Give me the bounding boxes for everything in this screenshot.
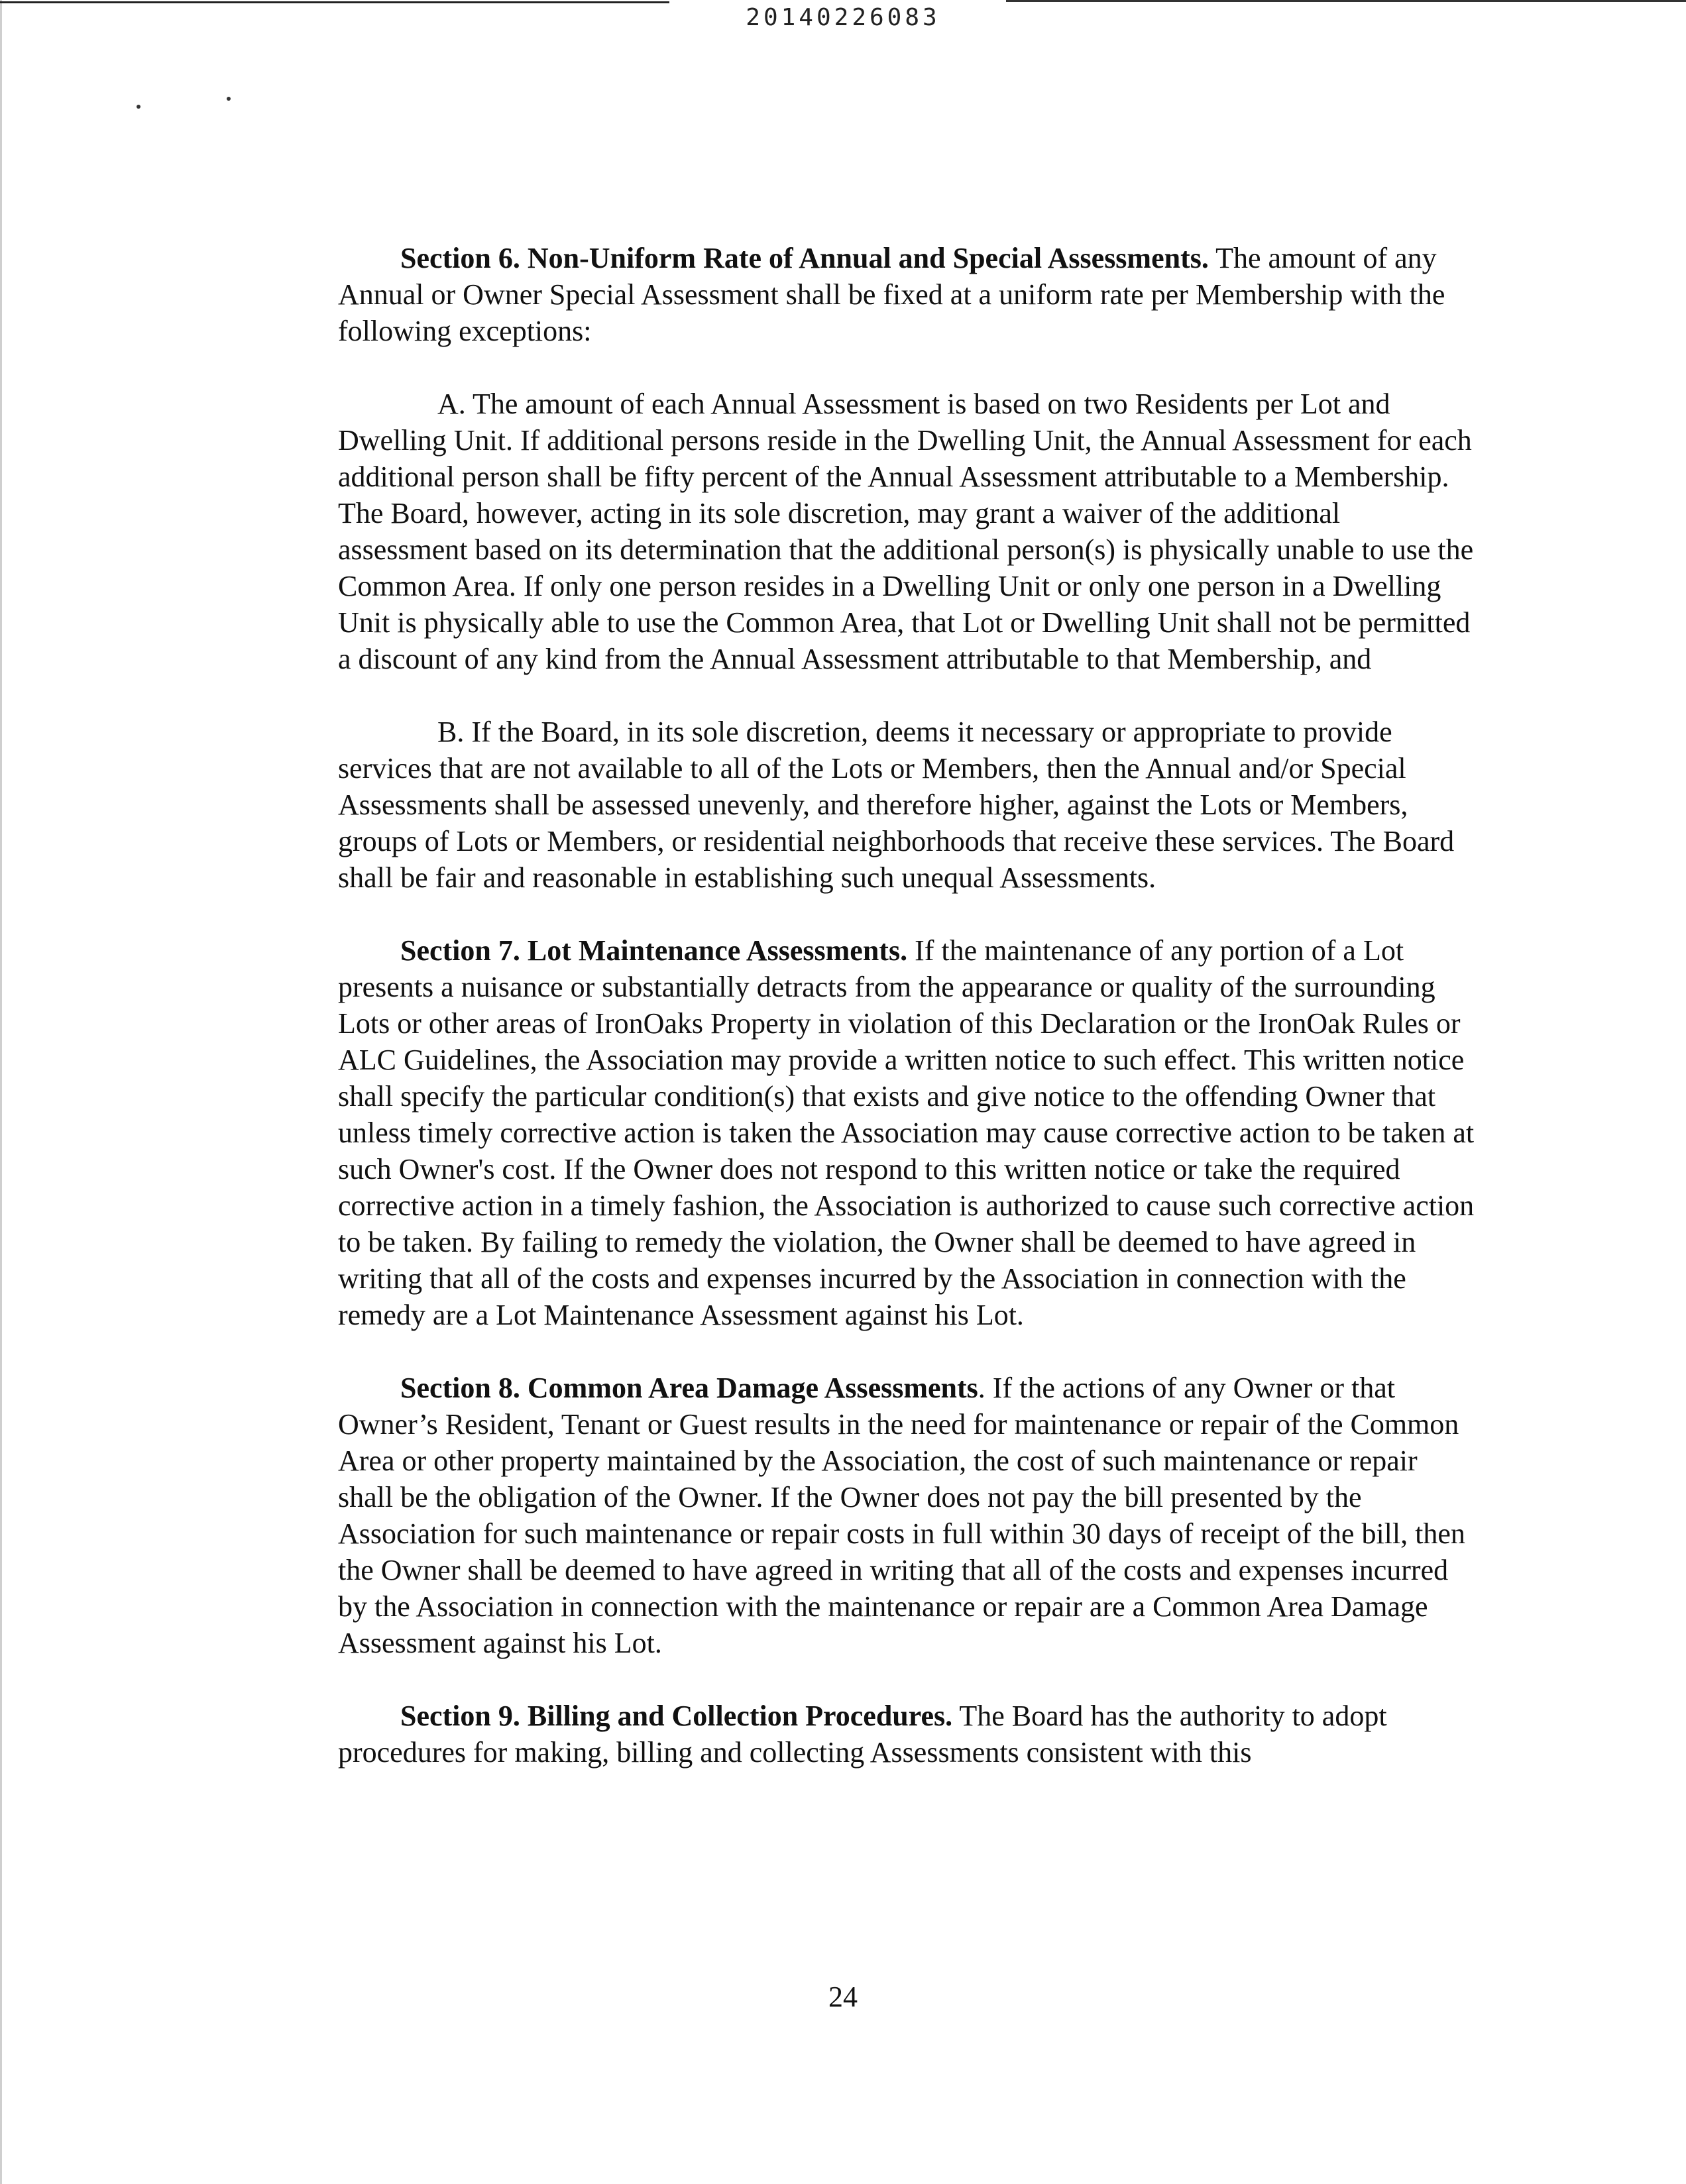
- exception-b-paragraph: [338, 714, 1477, 896]
- section-7-heading: Section 7. Lot Maintenance Assessments.: [400, 934, 908, 967]
- scan-left-edge: [0, 0, 2, 2184]
- exception-b-text: B. If the Board, in its sole discretion, deems it necessary or appropriate to provide services that are not available to all of the Lots or Members, then the Annual and/or Special Assessments shall be assessed unevenly, and therefore higher, against the Lots or Members, groups of Lots or Members, or residential neighborhoods that receive these services. The Board shall be fair and reasonable in establishing such unequal Assessments.: [338, 716, 1455, 894]
- section-6-text: The amount of any Annual or Owner Special Assessment shall be fixed at a uniform rate per Membership with the following exceptions:: [338, 242, 1445, 347]
- section-6-heading: Section 6. Non-Uniform Rate of Annual and Special Assessments.: [400, 242, 1209, 274]
- page-number: 24: [828, 1981, 858, 2013]
- top-rule-left: [0, 1, 669, 3]
- section-8-paragraph: [338, 1370, 1477, 1661]
- section-8-text: . If the actions of any Owner or that Owner’s Resident, Tenant or Guest results in the need for maintenance or repair of the Common Area or other property maintained by the Association, the cost of such maintenance or repair shall be the obligation of the Owner. If the Owner does not pay the bill presented by the Association for such maintenance or repair costs in full within 30 days of receipt of the bill, then the Owner shall be deemed to have agreed in writing that all of the costs and expenses incurred by the Association in connection with the maintenance or repair are a Common Area Damage Assessment against his Lot.: [338, 1372, 1465, 1659]
- top-rule-right: [1006, 0, 1686, 2]
- section-7-text: If the maintenance of any portion of a Lot presents a nuisance or substantially detracts from the appearance or quality of the surrounding Lots or other areas of IronOaks Property in violation of this Declaration or the IronOak Rules or ALC Guidelines, the Association may provide a written notice to such effect. This written notice shall specify the particular condition(s) that exists and give notice to the offending Owner that unless timely corrective action is taken the Association may cause corrective action to be taken at such Owner's cost. If the Owner does not respond to this written notice or take the required corrective action in a timely fashion, the Association is authorized to cause such corrective action to be taken. By failing to remedy the violation, the Owner shall be deemed to have agreed in writing that all of the costs and expenses incurred by the Association in connection with the remedy are a Lot Maintenance Assessment against his Lot.: [338, 934, 1475, 1331]
- section-9-text: The Board has the authority to adopt procedures for making, billing and collecting Assessments consistent with this: [338, 1700, 1387, 1769]
- section-9-paragraph: [338, 1698, 1477, 1771]
- scan-speck: [137, 105, 140, 109]
- section-6-paragraph: [338, 240, 1477, 349]
- recording-number: 20140226083: [746, 4, 940, 31]
- exception-a-text: A. The amount of each Annual Assessment is based on two Residents per Lot and Dwelling Unit. If additional persons reside in the Dwelling Unit, the Annual Assessment for each additional person shall be fifty percent of the Annual Assessment attributable to a Membership. The Board, however, acting in its sole discretion, may grant a waiver of the additional assessment based on its determination that the additional person(s) is physically unable to use the Common Area. If only one person resides in a Dwelling Unit or only one person in a Dwelling Unit is physically able to use the Common Area, that Lot or Dwelling Unit shall not be permitted a discount of any kind from the Annual Assessment attributable to that Membership, and: [338, 388, 1474, 675]
- section-9-heading: Section 9. Billing and Collection Procedures.: [400, 1700, 953, 1732]
- section-8-heading: Section 8. Common Area Damage Assessments: [400, 1372, 978, 1404]
- document-body: [338, 240, 1477, 1807]
- exception-a-paragraph: [338, 386, 1477, 677]
- scan-speck: [227, 97, 231, 101]
- section-7-paragraph: [338, 932, 1477, 1333]
